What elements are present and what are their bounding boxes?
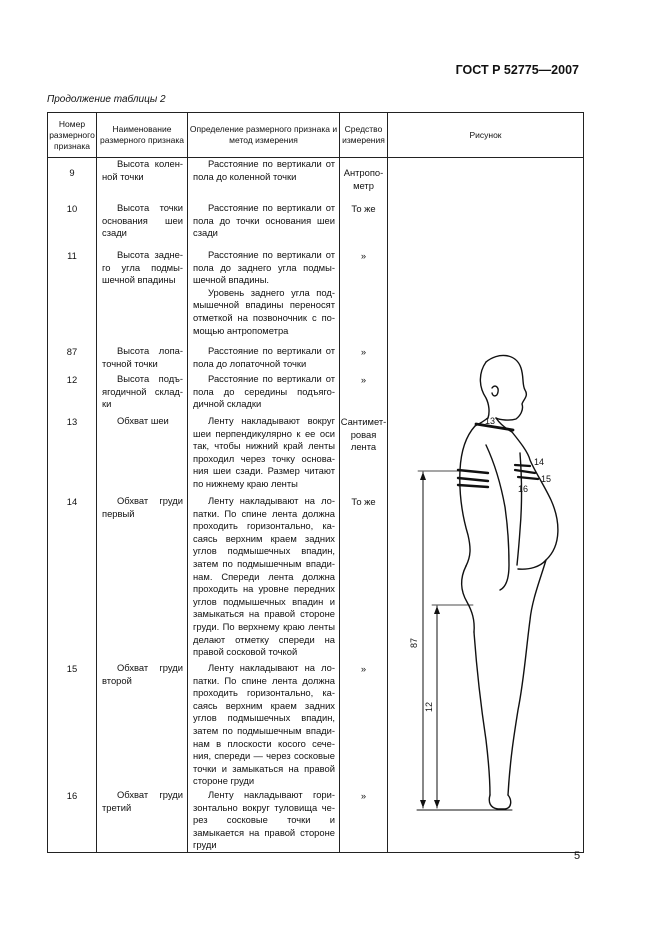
arm-outline (486, 445, 522, 590)
row-definition-text: Расстояние по вертикали от пола до точки основания шеи сзади (193, 202, 335, 239)
row-definition-text: Ленту накладывают вокруг шеи перпендикулярно к ее оси так, чтобы нижний край ленты проходил через точку основания шеи сзади. Размер читают по нижнему краю ленты (193, 415, 335, 489)
row-tool: Сантиметровая лента (340, 415, 388, 495)
arrow-12-bottom (434, 800, 440, 808)
row-number: 11 (48, 249, 97, 345)
row-tool: » (340, 373, 388, 415)
row-tool: » (340, 249, 388, 345)
back-head-outline (480, 362, 489, 418)
header-name: Наименование размерного признака (97, 113, 188, 158)
front-leg-outline (508, 560, 546, 795)
arrow-87-top (420, 472, 426, 480)
row-definition-text: Расстояние по вертикали от пола до заднего угла подмышечной впадины. (193, 249, 335, 286)
page-number: 5 (574, 850, 581, 862)
row-name-text: Обхват груди третий (102, 789, 183, 813)
chest-tape-3 (458, 485, 488, 487)
row-tool: » (340, 789, 388, 852)
label-14: 14 (534, 457, 545, 467)
row-definition-text: Ленту накладывают горизонтально вокруг туловища через сосковые точки и замыкается на правой стороне груди (193, 789, 335, 851)
row-name-text: Обхват шеи (117, 415, 169, 426)
row-tool: » (340, 662, 388, 789)
row-definition-text: Ленту накладывают на лопатки. По спине лента должна проходить горизонтально, касаясь верхним краем задних углов подмышечных впадин, затем по подмышечным впадинам в плоскости косого сечения, спереди — через сосковые точки и замыкаться на правой стороне груди (193, 662, 335, 787)
row-number: 15 (48, 662, 97, 789)
label-12: 12 (424, 701, 434, 712)
row-number: 12 (48, 373, 97, 415)
arrow-87-bottom (420, 800, 426, 808)
buttock-outline (462, 566, 475, 632)
row-definition-text: Расстояние по вертикали от пола до середины подъягодичной складки (193, 373, 335, 410)
row-number: 14 (48, 495, 97, 662)
header-number: Номер размерного признака (48, 113, 97, 158)
label-87: 87 (409, 637, 419, 648)
row-name-text: Высота лопаточной точки (102, 345, 183, 369)
row-definition-text: Расстояние по вертикали от пола до коленной точки (193, 158, 335, 182)
row-number: 10 (48, 202, 97, 249)
back-leg-outline (474, 632, 490, 795)
label-16: 16 (518, 484, 529, 494)
row-number: 9 (48, 158, 97, 203)
back-outline (460, 426, 475, 566)
row-number: 87 (48, 345, 97, 373)
row-definition-text: Уровень заднего угла подмышечной впадины переносят отметкой на позвоночник с помощью антропометра (193, 286, 335, 336)
row-name-text: Высота точки основания шеи сзади (102, 202, 183, 239)
document-code: ГОСТ Р 52775—2007 (455, 63, 579, 77)
row-definition-text: Ленту накладывают на лопатки. По спине лента должна проходить горизонтально, касаясь верхним краем задних углов подмышечных впадин, затем по подмышечным впадинам. Спереди лента должна проходить на уровне передних углов подмышечных впадин и замыкаться на правой стороне груди. По верхнему краю ленты делают отметку спереди на правой сосковой точкой (193, 495, 335, 658)
row-tool: То же (340, 202, 388, 249)
row-definition-text: Расстояние по вертикали от пола до лопаточной точки (193, 345, 335, 369)
row-tool: » (340, 345, 388, 373)
foot-outline (489, 795, 510, 809)
row-name-text: Высота подъягодичной складки (102, 373, 183, 410)
label-15: 15 (541, 474, 552, 484)
header-figure: Рисунок (388, 113, 584, 158)
ear-outline (492, 386, 498, 396)
row-number: 16 (48, 789, 97, 852)
chest-tape-front (515, 465, 538, 479)
label-13: 13 (485, 416, 496, 426)
header-definition: Определение размерного признака и метод измерения (188, 113, 340, 158)
row-name-text: Высота заднего угла подмышечной впадины (102, 249, 183, 286)
chest-tape-1 (458, 470, 488, 473)
table-caption: Продолжение таблицы 2 (47, 94, 166, 105)
row-name-text: Обхват груди первый (102, 495, 183, 519)
row-tool: То же (340, 495, 388, 662)
chest-tape-2 (458, 478, 488, 481)
row-number: 13 (48, 415, 97, 495)
arrow-12-top (434, 606, 440, 614)
row-name-text: Высота коленной точки (102, 158, 183, 182)
header-tool: Средство измерения (340, 113, 388, 158)
row-name-text: Обхват груди второй (102, 662, 183, 686)
row-tool: Антропометр (340, 158, 388, 203)
